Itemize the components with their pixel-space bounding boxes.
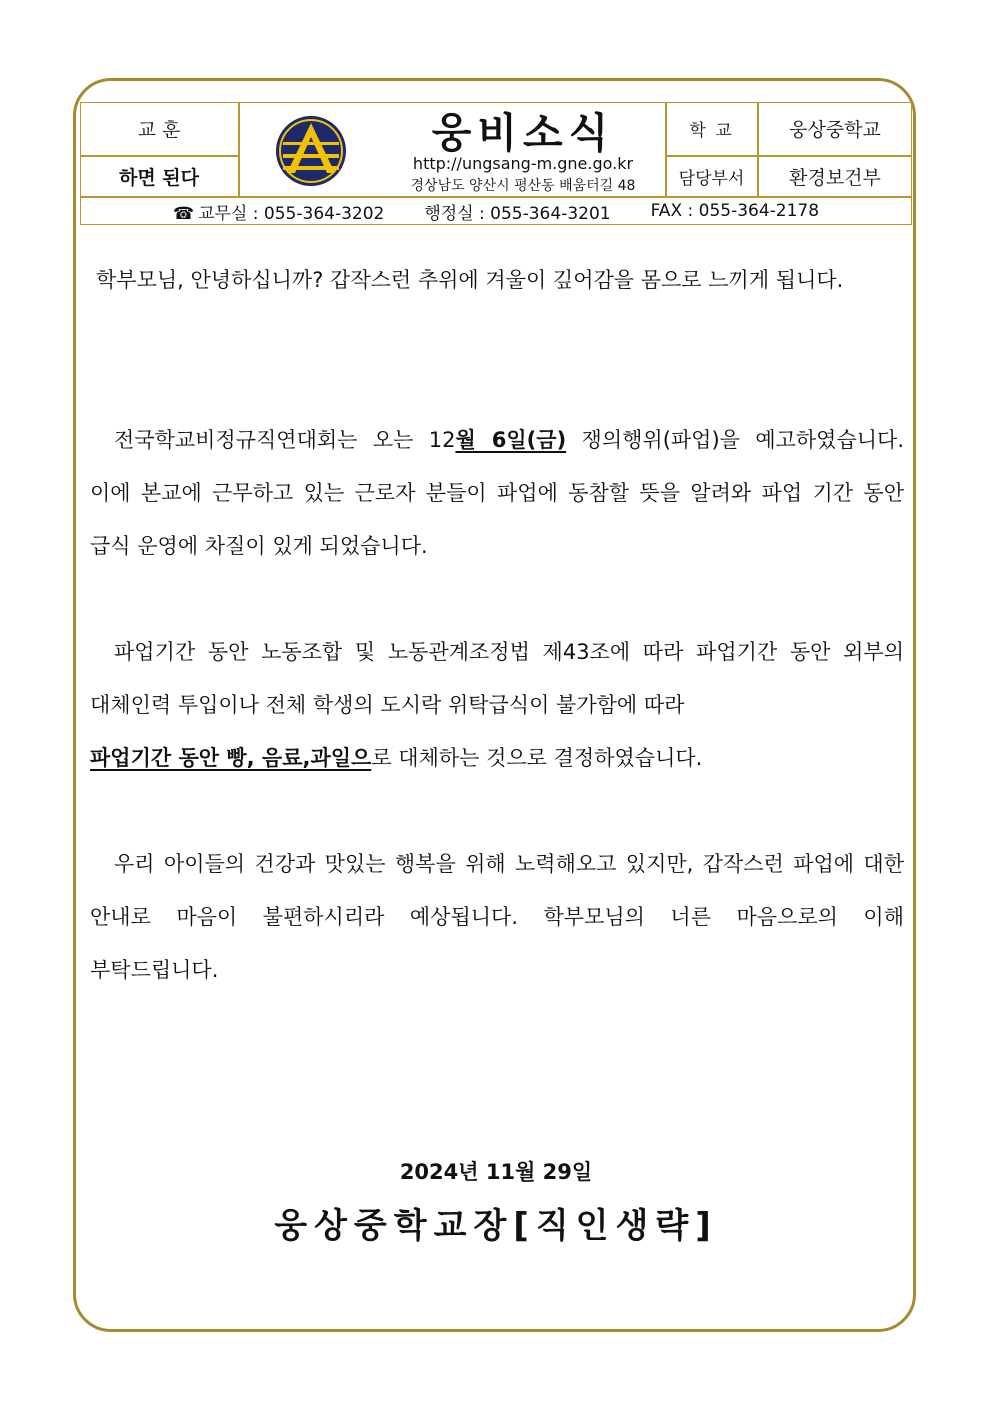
- paragraph-greeting: 학부모님, 안녕하십니까? 갑작스런 추위에 겨울이 깊어감을 몸으로 느끼게 됩니다.: [96, 268, 844, 292]
- replacement-highlight: 파업기간 동안 빵, 음료,과일으: [90, 746, 372, 770]
- motto-value: 하면 된다: [118, 166, 200, 189]
- paragraph-strike-notice: [90, 414, 904, 573]
- strike-text-before: 전국학교비정규직연대회는 오는 12: [114, 428, 456, 452]
- contact-fax: FAX : 055-364-2178: [650, 201, 820, 221]
- principal-signature: 웅상중학교장[직인생략]: [274, 1206, 718, 1246]
- strike-date: 월 6일(금): [455, 428, 567, 452]
- contact-admin: 행정실 : 055-364-3201: [424, 203, 611, 224]
- contact-office: 교무실 : 055-364-3202: [198, 203, 385, 224]
- motto-label: 교 훈: [137, 119, 181, 141]
- strike-text-after: 쟁의행위(파업)을 예고하였습니다. 이에 본교에 근무하고 있는 근로자 분들이 파업에 동참할 뜻을 알려와 파업 기간 동안 급식 운영에 차질이 있게 되었습니다.: [90, 428, 904, 558]
- school-address: 경상남도 양산시 평산동 배움터길 48: [410, 178, 636, 194]
- phone-icon: ☎: [172, 203, 195, 224]
- issue-date: 2024년 11월 29일: [399, 1160, 593, 1184]
- replacement-text-after: 로 대체하는 것으로 결정하였습니다.: [371, 746, 703, 770]
- school-url: http://ungsang-m.gne.go.kr: [412, 154, 634, 173]
- dept-label: 담당부서: [678, 168, 745, 189]
- replacement-text: 파업기간 동안 노동조합 및 노동관계조정법 제43조에 따라 파업기간 동안 외부의 대체인력 투입이나 전체 학생의 도시락 위탁급식이 불가함에 따라: [90, 640, 904, 717]
- newsletter-title: 웅비소식: [431, 109, 615, 157]
- paragraph-closing: 우리 아이들의 건강과 맛있는 행복을 위해 노력해오고 있지만, 갑작스런 파업에 대한 안내로 마음이 불편하시리라 예상됩니다. 학부모님의 너른 마음으로의 이해 부탁드립니다.: [90, 852, 904, 982]
- school-label: 학 교: [689, 121, 734, 141]
- dept-name: 환경보건부: [789, 166, 881, 189]
- school-logo-icon: [275, 115, 347, 187]
- contact-row: [82, 199, 910, 223]
- paragraph-replacement: [90, 626, 904, 785]
- school-name: 웅상중학교: [789, 119, 881, 141]
